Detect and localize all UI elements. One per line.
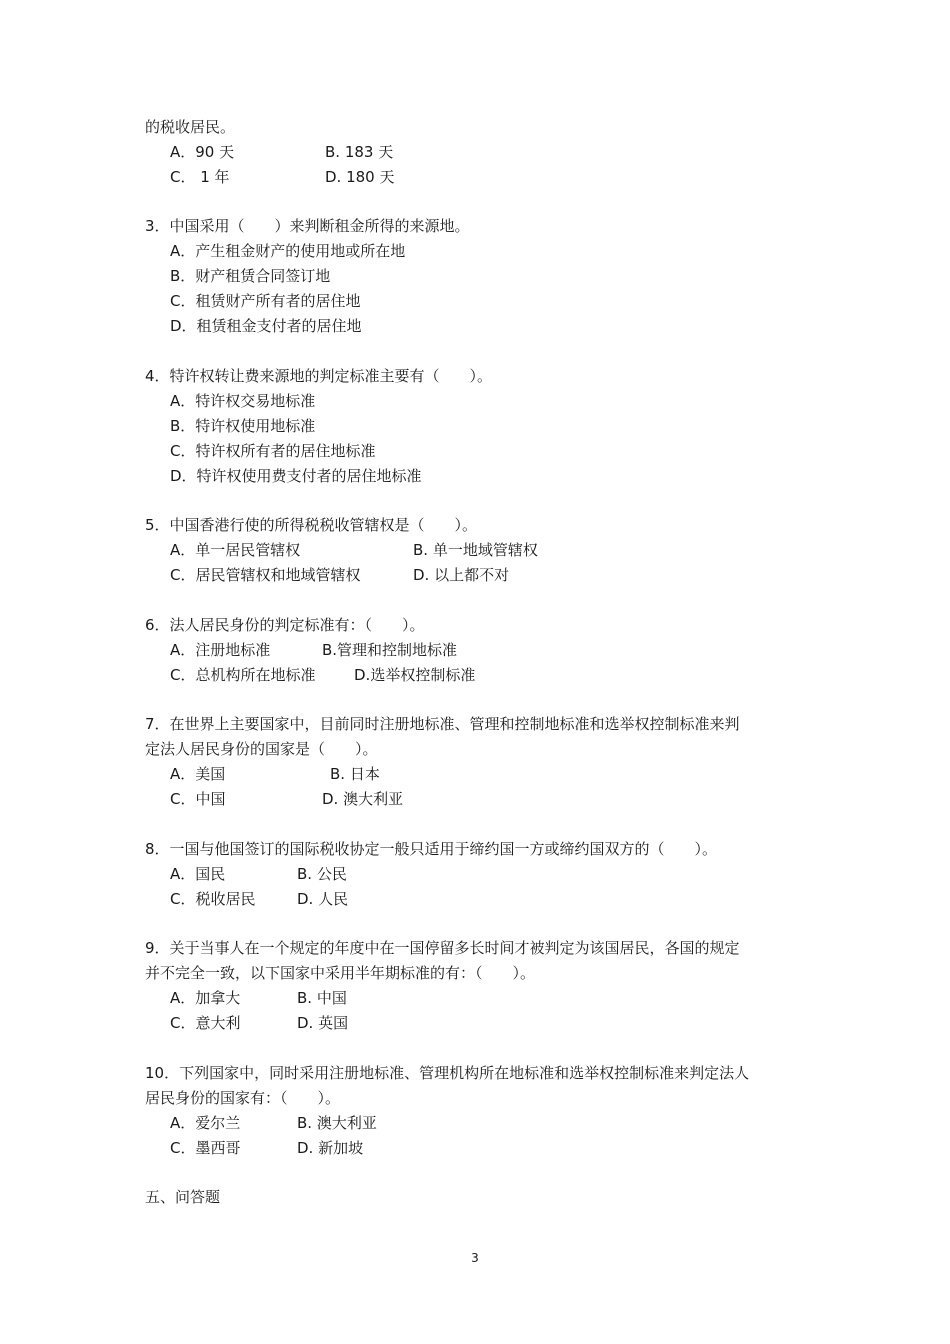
q7-option-c: C．中国 [170, 790, 226, 808]
q8-option-a: A．国民 [170, 865, 226, 883]
q4-stem: 4．特许权转让费来源地的判定标准主要有（ ）。 [145, 367, 493, 385]
q2-option-c: C． 1 年 [170, 168, 230, 186]
q5-option-b: B. 单一地域管辖权 [413, 541, 538, 559]
q2-option-b: B. 183 天 [325, 143, 394, 161]
q9-stem-line2: 并不完全一致，以下国家中采用半年期标准的有：（ ）。 [145, 964, 536, 982]
section-heading: 五、问答题 [145, 1188, 221, 1206]
q10-stem-line2: 居民身份的国家有：（ ）。 [145, 1089, 341, 1107]
q4-option-c: C．特许权所有者的居住地标准 [170, 442, 376, 460]
q5-stem: 5．中国香港行使的所得税税收管辖权是（ ）。 [145, 516, 478, 534]
q3-stem: 3．中国采用（ ）来判断租金所得的来源地。 [145, 217, 470, 235]
q2-option-d: D. 180 天 [325, 168, 395, 186]
q7-option-d: D. 澳大利亚 [322, 790, 404, 808]
q8-option-d: D. 人民 [297, 890, 349, 908]
q6-stem: 6．法人居民身份的判定标准有：（ ）。 [145, 616, 425, 634]
q8-option-c: C．税收居民 [170, 890, 256, 908]
q2-option-a: A．90 天 [170, 143, 235, 161]
q10-option-c: C．墨西哥 [170, 1139, 241, 1157]
q6-option-d: D.选举权控制标准 [354, 666, 476, 684]
q4-option-d: D．特许权使用费支付者的居住地标准 [170, 467, 422, 485]
q5-option-c: C．居民管辖权和地域管辖权 [170, 566, 361, 584]
q7-stem-line2: 定法人居民身份的国家是（ ）。 [145, 740, 378, 758]
q7-option-a: A．美国 [170, 765, 226, 783]
q6-option-a: A．注册地标准 [170, 641, 271, 659]
q3-option-c: C．租赁财产所有者的居住地 [170, 292, 361, 310]
q3-option-b: B．财产租赁合同签订地 [170, 267, 331, 285]
q9-option-a: A．加拿大 [170, 989, 241, 1007]
intro-tail-text: 的税收居民。 [145, 118, 236, 136]
q6-option-c: C．总机构所在地标准 [170, 666, 316, 684]
q8-stem: 8．一国与他国签订的国际税收协定一般只适用于缔约国一方或缔约国双方的（ ）。 [145, 840, 718, 858]
q9-option-b: B. 中国 [297, 989, 347, 1007]
q10-stem-line1: 10．下列国家中，同时采用注册地标准、管理机构所在地标准和选举权控制标准来判定法人 [145, 1064, 750, 1082]
q9-option-d: D. 英国 [297, 1014, 349, 1032]
q3-option-a: A．产生租金财产的使用地或所在地 [170, 242, 406, 260]
q5-option-a: A．单一居民管辖权 [170, 541, 301, 559]
q4-option-b: B．特许权使用地标准 [170, 417, 316, 435]
q10-option-d: D. 新加坡 [297, 1139, 364, 1157]
q6-option-b: B.管理和控制地标准 [322, 641, 458, 659]
q8-option-b: B. 公民 [297, 865, 347, 883]
q9-option-c: C．意大利 [170, 1014, 241, 1032]
q4-option-a: A．特许权交易地标准 [170, 392, 316, 410]
q7-stem-line1: 7．在世界上主要国家中，目前同时注册地标准、管理和控制地标准和选举权控制标准来判 [145, 715, 740, 733]
q3-option-d: D．租赁租金支付者的居住地 [170, 317, 362, 335]
q10-option-a: A．爱尔兰 [170, 1114, 241, 1132]
q7-option-b: B. 日本 [330, 765, 380, 783]
q5-option-d: D. 以上都不对 [413, 566, 510, 584]
page-number: 3 [471, 1251, 479, 1265]
q9-stem-line1: 9．关于当事人在一个规定的年度中在一国停留多长时间才被判定为该国居民，各国的规定 [145, 939, 740, 957]
q10-option-b: B. 澳大利亚 [297, 1114, 377, 1132]
